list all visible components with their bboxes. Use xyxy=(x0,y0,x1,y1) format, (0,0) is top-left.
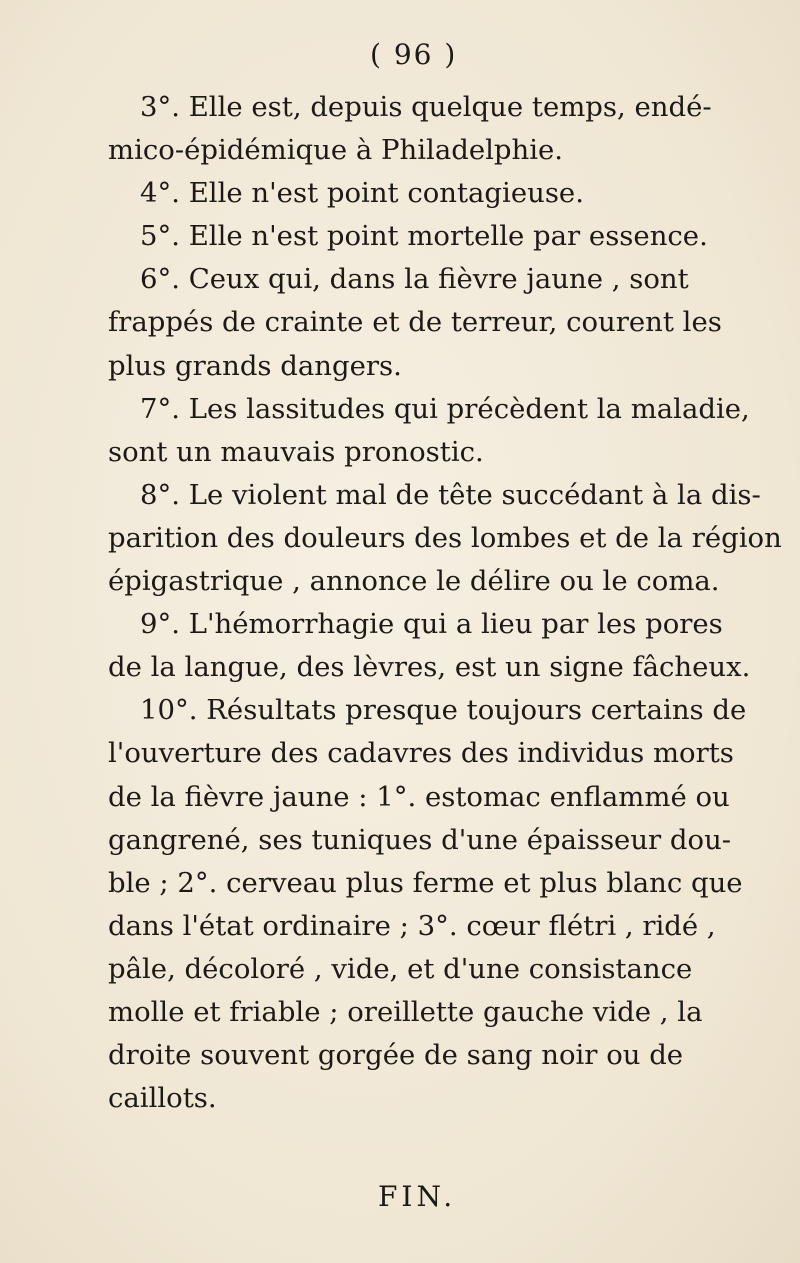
text-line: dans l'état ordinaire ; 3°. cœur flétri , ridé , xyxy=(108,909,716,942)
text-line: frappés de crainte et de terreur, courent les xyxy=(108,306,722,339)
text-line: gangrené, ses tuniques d'une épaisseur dou- xyxy=(108,823,732,856)
text-line: 5°. Elle n'est point mortelle par essence. xyxy=(140,220,708,253)
text-line: de la fièvre jaune : 1°. estomac enflammé ou xyxy=(108,780,730,813)
text-line: molle et friable ; oreillette gauche vide , la xyxy=(108,995,703,1028)
text-line: sont un mauvais pronostic. xyxy=(108,435,484,468)
text-line: 3°. Elle est, depuis quelque temps, endé- xyxy=(140,91,712,123)
text-line: 6°. Ceux qui, dans la fièvre jaune , sont xyxy=(140,263,689,296)
text-line: parition des douleurs des lombes et de la région xyxy=(108,521,782,554)
text-line: droite souvent gorgée de sang noir ou de xyxy=(108,1039,684,1072)
text-line: pâle, décoloré , vide, et d'une consistance xyxy=(108,952,693,985)
text-line: caillots. xyxy=(108,1082,217,1115)
text-line: de la langue, des lèvres, est un signe fâcheux. xyxy=(108,651,751,684)
text-line: 10°. Résultats presque toujours certains de xyxy=(140,694,747,727)
body-text xyxy=(108,86,782,1120)
page-number: ( 96 ) xyxy=(370,38,458,71)
text-line: 7°. Les lassitudes qui précèdent la maladie, xyxy=(140,392,750,425)
text-line: 9°. L'hémorrhagie qui a lieu par les pores xyxy=(140,608,723,641)
text-line: l'ouverture des cadavres des individus morts xyxy=(108,737,734,770)
text-line: ble ; 2°. cerveau plus ferme et plus blanc que xyxy=(108,866,743,899)
text-line: plus grands dangers. xyxy=(108,349,402,382)
fin-label: FIN. xyxy=(378,1180,457,1213)
text-line: 8°. Le violent mal de tête succédant à la dis- xyxy=(140,478,761,511)
text-line: mico-épidémique à Philadelphie. xyxy=(108,134,564,167)
text-line: 4°. Elle n'est point contagieuse. xyxy=(140,177,584,210)
text-line: épigastrique , annonce le délire ou le coma. xyxy=(108,565,720,598)
